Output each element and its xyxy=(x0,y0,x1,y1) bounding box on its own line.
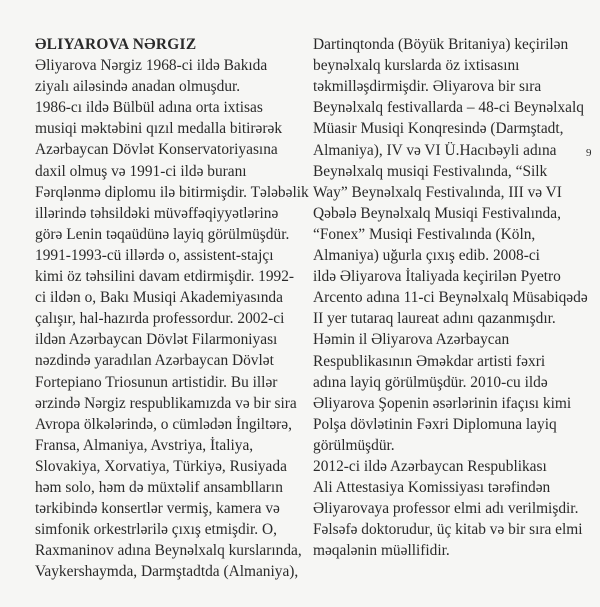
text-line: Əliyarova Şopenin əsərlərinin ifaçısı kimi xyxy=(313,394,572,412)
text-line: simfonik orkestrlərilə çıxış etmişdir. O, xyxy=(35,521,277,539)
text-line: Respublikasının Əməkdar artisti fəxri xyxy=(313,352,546,370)
text-line: 1991-1993-cü illərdə o, assistent-stajçı xyxy=(35,246,274,264)
text-line: görülmüşdür. xyxy=(313,436,395,454)
text-line: nəzdində yaradılan Azərbaycan Dövlət xyxy=(35,352,274,370)
page-number: 9 xyxy=(586,147,592,159)
text-line: Fortepiano Triosunun artistidir. Bu illər xyxy=(35,373,278,391)
text-line: təkmilləşdirmişdir. Əliyarova bir sıra xyxy=(313,78,542,96)
bio-heading: ƏLIYAROVA NƏRGIZ xyxy=(35,36,197,53)
text-line: musiqi məktəbini qızıl medalla bitirərək xyxy=(35,120,283,138)
text-line: Qəbələ Beynəlxalq Musiqi Festivalında, xyxy=(313,204,561,222)
text-line: ildə Əliyarova İtaliyada keçirilən Pyetro xyxy=(313,268,561,286)
text-line: ci ildən o, Bakı Musiqi Akademiyasında xyxy=(35,289,283,307)
text-line: Way” Beynəlxalq Festivalında, III və VI xyxy=(313,183,562,201)
text-line: Almaniya), IV və VI Ü.Hacıbəyli adına xyxy=(313,141,557,159)
text-line: Avropa ölkələrində, o cümlədən İngiltərə, xyxy=(35,415,292,433)
text-line: tərkibində konsertlər vermiş, kamera və xyxy=(35,500,280,518)
text-line: Azərbaycan Dövlət Konservatoriyasına xyxy=(35,141,278,159)
text-line: daxil olmuş və 1991-ci ildə buranı xyxy=(35,162,247,180)
text-line: beynəlxalq kurslarda öz ixtisasını xyxy=(313,57,520,75)
text-line: Vaykershaymda, Darmştadtda (Almaniya), xyxy=(35,563,299,581)
text-line: məqalənin müəllifidir. xyxy=(313,542,450,560)
text-line: ərzində Nərgiz respublikamızda və bir sira xyxy=(35,394,297,412)
text-line: Əliyarovaya professor elmi adı verilmişdir. xyxy=(313,500,579,518)
text-line: illərində təhsildəki müvəffəqiyyətlərinə xyxy=(35,204,279,222)
text-line: Slovakiya, Xorvatiya, Türkiyə, Rusiyada xyxy=(35,457,287,475)
text-line: Beynəlxalq musiqi Festivalında, “Silk xyxy=(313,162,548,180)
text-line: ildən Azərbaycan Dövlət Filarmoniyası xyxy=(35,331,278,349)
text-line: həm solo, həm də müxtəlif ansamblların xyxy=(35,479,283,496)
text-line: Əliyarova Nərgiz 1968-ci ildə Bakıda xyxy=(35,57,268,74)
text-line: Fəlsəfə doktorudur, üç kitab və bir sıra elmi xyxy=(313,521,583,539)
text-line: Arcento adına 11-ci Beynəlxalq Müsabiqədə xyxy=(313,289,588,307)
text-line: II yer tutaraq laureat adını qazanmışdır. xyxy=(313,310,556,328)
text-line: Müasir Musiqi Konqresində (Darmştadt, xyxy=(313,120,564,138)
text-line: adına layiq görülmüşdür. 2010-cu ildə xyxy=(313,373,548,391)
text-line: 1986-cı ildə Bülbül adına orta ixtisas xyxy=(35,99,263,117)
text-line: Fərqlənmə diplomu ilə bitirmişdir. Tələbəlik xyxy=(35,183,309,201)
text-line: Fransa, Almaniya, Avstriya, İtaliya, xyxy=(35,436,254,454)
text-line: Polşa dövlətinin Fəxri Diplomuna layiq xyxy=(313,415,557,433)
text-line: Həmin il Əliyarova Azərbaycan xyxy=(313,331,510,349)
text-line: çalışır, hal-hazırda professordur. 2002-ci xyxy=(35,310,285,328)
text-line: Raxmaninov adına Beynəlxalq kurslarında, xyxy=(35,542,302,560)
text-line: Ali Attestasiya Komissiyası tərəfindən xyxy=(313,479,551,497)
text-line: Almaniya) uğurla çıxış edib. 2008-ci xyxy=(313,247,540,264)
text-line: “Fonex” Musiqi Festivalında (Köln, xyxy=(313,225,536,243)
text-line: kimi öz təhsilini davam etdirmişdir. 1992- xyxy=(35,268,295,285)
text-line: ziyalı ailəsində anadan olmuşdur. xyxy=(35,78,241,96)
text-line: görə Lenin təqaüdünə layiq görülmüşdür. xyxy=(35,225,290,243)
text-line: Dartinqtonda (Böyük Britaniya) keçirilən xyxy=(313,36,569,53)
text-line: Beynəlxalq festivallarda – 48-ci Beynəlxalq xyxy=(313,99,584,117)
text-line: 2012-ci ildə Azərbaycan Respublikası xyxy=(313,458,547,475)
